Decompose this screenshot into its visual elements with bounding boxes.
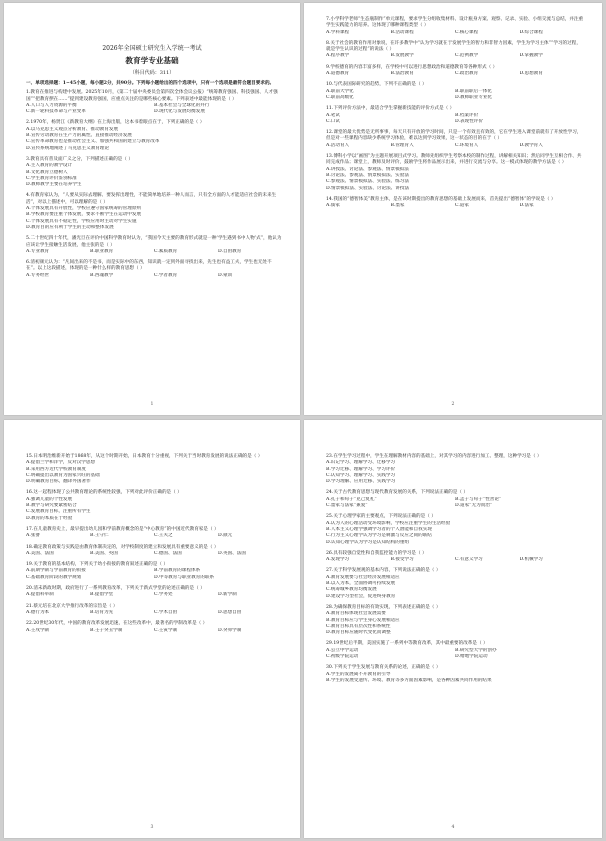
question-list <box>326 17 584 209</box>
answer-option: C.职前高级化 <box>326 94 354 100</box>
answer-option: C.统筹城乡教育均衡发展 <box>326 587 377 593</box>
question-text: 我国的“德智体美”教育主体，是在该时期提出的教育思想的基础上发展而来，首先提出“德智体”的学说是（ ） <box>333 196 556 202</box>
answer-option: D.教师教学主要在培养学生 <box>26 182 82 188</box>
question-item <box>26 562 282 581</box>
question-number: 27. <box>326 568 334 574</box>
answer-option: B.培育为先 <box>90 609 114 615</box>
question-text: 关于科学发展观的基本内容，下列说法正确的是（ ） <box>333 568 441 574</box>
answer-option: D.建设学习型社会，促进终身教育 <box>326 593 396 599</box>
question-number: 16. <box>26 490 34 496</box>
question-list <box>26 454 282 634</box>
question-item <box>326 641 584 660</box>
answer-option: A.提倡科举制 <box>26 592 54 598</box>
answer-option: A.人口与人力资源的平衡 <box>26 102 77 108</box>
question-text: 1970年，杨贤江《新教育大纲》在上海出版，这本书着眼点在于，下列正确的是（ ） <box>30 120 205 126</box>
question-number: 25. <box>326 514 334 520</box>
exam-page-1 <box>4 3 300 415</box>
answer-option: D.教学育人 <box>519 142 543 148</box>
question-number: 8. <box>326 40 331 46</box>
answer-option: C.环境育人 <box>455 142 479 148</box>
answer-option: B.文化教育立德树人 <box>26 169 68 175</box>
answer-option: C.教育目标具有层次性和系统性 <box>326 623 391 629</box>
question-number: 9. <box>326 64 331 70</box>
answer-option: A.发现学习 <box>326 557 350 563</box>
answer-options <box>326 672 584 685</box>
question-stem <box>26 90 282 103</box>
answer-options <box>326 648 584 661</box>
answer-option: D.癸卯学制 <box>218 627 242 633</box>
question-text: 确定教育政策与实践是由教育体制决定的，对学校制度的建立和发展具有重要意义的是（ ） <box>33 544 219 550</box>
answer-option: B.管理育人 <box>390 142 414 148</box>
answer-option: C.学术自由 <box>154 609 178 615</box>
answer-option: B.职业教育 <box>90 248 114 254</box>
question-number: 20. <box>26 586 34 592</box>
question-list <box>326 454 584 684</box>
answer-option: D.蒙训 <box>218 272 233 278</box>
question-text: 有教育家认为，“人要从实际去理解、要发挥出理性，不能简单地培养一种人而言，只有全方面的人才能适应社会的未来生活”，对以上描述中，可以理解的是（ ） <box>26 193 277 205</box>
answer-option: C.王夫之 <box>154 533 173 539</box>
answer-option: C.新一轮科技革命与产业变革 <box>26 109 86 115</box>
question-item <box>26 193 282 231</box>
question-item <box>26 490 282 521</box>
question-number: 3. <box>26 156 31 162</box>
question-number: 15. <box>26 454 34 459</box>
answer-options <box>326 611 584 636</box>
answer-option: C.参观法、情景模拟法、实验法、练习法 <box>326 179 409 185</box>
question-item <box>326 568 584 599</box>
answer-option: C.学者教育 <box>154 272 178 278</box>
question-item <box>326 154 584 192</box>
answer-option: A.教育目标体现社会发展需要 <box>326 611 386 617</box>
question-number: 4. <box>26 193 31 199</box>
question-item <box>26 454 282 485</box>
answer-option: C.学务处 <box>154 592 173 598</box>
answer-option: D.学习理解、应用迁移、实践学习 <box>326 479 396 485</box>
answer-option: A.学生的发展离不开教育的引导 <box>326 671 391 677</box>
answer-option: D.教育的本质在于经验 <box>26 515 73 521</box>
answer-option: D.现代化与发展均衡发展 <box>154 109 205 115</box>
answer-option: C.宣传革命教育也是推动社会主义、加强共和国的建立与教育改革 <box>26 139 160 145</box>
question-item <box>326 106 584 125</box>
question-stem <box>326 130 584 143</box>
question-number: 21. <box>26 603 34 609</box>
answer-option: A.讲授法、讨论法、参观法、情景模拟法 <box>326 166 409 172</box>
answer-options <box>326 167 584 192</box>
answer-option: B.西魂教学 <box>90 272 114 278</box>
question-text: 课堂的最大优势是无所事事，每天只有开放的学习时间，只是一个有效且有效的，它在学生进入课堂前就有了开放性学习，但是对一些课程内容缺少系统学习体验，难以达到学习效果，这一状态的目的在于（ ） <box>326 130 582 142</box>
question-item <box>26 157 282 188</box>
answer-option: D.中等教育与职业教育的联系 <box>154 574 215 580</box>
answer-options <box>26 568 282 581</box>
answer-options <box>26 628 282 634</box>
question-number: 30. <box>326 665 334 671</box>
answer-option: B.研究型大学的创办 <box>455 647 497 653</box>
answer-option: D.道家“无为而治” <box>455 503 493 509</box>
answer-options <box>326 71 584 77</box>
page-content <box>326 454 584 689</box>
question-stem <box>326 17 584 30</box>
answer-option: A.职前大学化 <box>326 88 354 94</box>
question-text: 20世纪30年代，中国的教育改革发展迅速，在这些改革中，最著名的学制改革是（ ） <box>33 621 208 627</box>
question-number: 22. <box>26 621 34 627</box>
answer-option: C.素质教育 <box>154 248 178 254</box>
question-stem <box>326 154 584 167</box>
question-number: 1. <box>26 90 31 96</box>
answer-option: A.识记学习、理解学习、迁移学习 <box>326 460 396 466</box>
page-number: 4 <box>451 825 455 830</box>
answer-options <box>326 53 584 59</box>
answer-option: A.以马克思主义观点分析教育、推动教育发展 <box>26 126 119 132</box>
question-stem <box>26 236 282 249</box>
exam-page-4 <box>304 420 602 838</box>
question-item <box>26 545 282 558</box>
question-item <box>326 197 584 210</box>
answer-option: B.美国、英国 <box>90 550 118 556</box>
question-item <box>26 527 282 540</box>
exam-title: 2026年全国硕士研究生入学统一考试 <box>102 45 202 52</box>
page-number: 3 <box>150 825 154 830</box>
answer-option: C.明确提出以教育为国家兴旺的基础 <box>26 472 100 478</box>
answer-option: C.基础教育阶段的教学规划 <box>26 574 82 580</box>
answer-option: A.儒家 <box>326 203 340 209</box>
answer-options <box>326 89 584 102</box>
answer-option: D.法家 <box>519 203 534 209</box>
question-text: 这一起程体现了公共教育理论的系统性较强，下列对此评价正确的是（ ） <box>33 490 182 496</box>
question-text: 在儿童教育史上，最早提出幼儿园和学前教育概念的是“中心教育”的中国近代教育家是（ ） <box>33 526 219 532</box>
answer-option: D.明确教育目标，翻译外国著作 <box>26 479 91 485</box>
answer-options <box>26 103 282 116</box>
answer-option: A.专业教育 <box>26 248 50 254</box>
question-number: 10. <box>326 82 334 88</box>
question-stem <box>26 260 282 273</box>
answer-option: D.综合课程 <box>519 29 543 35</box>
question-text: 清末新政时期，政府进行了一系列教育改革，下列关于新式学堂的论述正确的是（ ） <box>33 586 205 592</box>
answer-option: B.人本主义心理学强调学习者的个人潜能和自我实现 <box>326 526 432 532</box>
question-number: 11. <box>326 106 334 112</box>
answer-option: C.学生教育评价鉴别标准 <box>26 175 77 181</box>
answer-option: A.主人教育的教学设计 <box>26 163 73 169</box>
answer-option: D.自由教育 <box>218 248 242 254</box>
question-number: 5. <box>26 236 31 242</box>
question-text: 下列评价方法中，最适合学生掌握新技能的评价方式是（ ） <box>333 106 455 112</box>
question-item <box>26 586 282 599</box>
question-text: 清初颜元认为：“凡间出来的不是书，而是实际中的东西，知识就一定到外面寻找出来，先生也有益工夫，学生也无处不在”。以上这段描述，体现的是一种什么样的教育思想（ ） <box>26 260 272 272</box>
question-number: 12. <box>326 130 334 136</box>
exam-page-3 <box>4 420 300 838</box>
answer-options <box>326 497 584 510</box>
answer-options <box>26 273 282 279</box>
answer-option: C.初级学院运动 <box>326 654 359 660</box>
answer-option: A.提倡兰学和洋学，反对汉学思想 <box>26 460 96 466</box>
question-text: 教育在推进与构建中发展。2025年10月，《第二十届中央委员会第四次全体会议公报》“统筹教育强国、科技强国、人才强国”“把教育摆在……”提到建设教育强国，应重点关注的是哪些核心要素。下列表述中最能体现的是（ ） <box>26 90 278 102</box>
question-item <box>326 551 584 564</box>
answer-options <box>326 521 584 546</box>
page-content <box>26 454 282 639</box>
question-text: 关于教育的基本结构，下列关于幼小衔接的教育叙述正确的是（ ） <box>33 562 168 568</box>
question-stem <box>26 193 282 206</box>
answer-options <box>26 592 282 598</box>
question-list <box>26 90 282 279</box>
answer-options <box>26 163 282 188</box>
answer-option: A.道德教育 <box>326 71 350 77</box>
answer-options <box>26 497 282 522</box>
answer-options <box>326 30 584 36</box>
answer-options <box>326 203 584 209</box>
subject-title: 教育学专业基础 <box>125 56 179 65</box>
answer-options <box>26 551 282 557</box>
answer-option: C.墨家与法家“兼爱” <box>326 503 368 509</box>
question-number: 6. <box>26 260 31 266</box>
answer-option: A.前期学制与学前教育的衔接 <box>26 568 86 574</box>
answer-option: B.孟子与荀子“性善论” <box>455 496 502 502</box>
answer-option: A.强调儿童的个性发展 <box>26 496 73 502</box>
answer-options <box>326 557 584 563</box>
answer-option: A.学科课程 <box>326 29 350 35</box>
answer-option: B.学前教育的课程体系 <box>154 568 201 574</box>
answer-option: B.宣传劳动教育在生产力的属性、直接推动经济发展 <box>26 133 132 139</box>
question-text: 关于古代教育思想与现代教育发展的关系，下列说法正确的是（ ） <box>333 490 468 496</box>
answer-options <box>26 610 282 616</box>
question-text: 具有较强自觉性和自我监控能力的学习是（ ） <box>333 550 427 556</box>
answer-option: B.活动课程 <box>390 29 414 35</box>
answer-option: C.个体发展具有不稳定性，学校应用时主动对学生实施 <box>26 218 137 224</box>
answer-option: D.教育目的应有利于学生的主动和整体发展 <box>26 224 114 230</box>
page-number: 2 <box>451 402 455 407</box>
question-text: 学校德育的内容丰富多样，在学校中可以进行思想政治和道德教育等各种形式（ ） <box>330 64 498 70</box>
question-number: 13. <box>326 154 334 160</box>
question-number: 2. <box>26 120 31 126</box>
exam-page-2 <box>304 3 602 415</box>
answer-option: B.职前职后一体化 <box>455 88 492 94</box>
answer-option: D.机械学习 <box>519 557 543 563</box>
question-number: 14. <box>326 196 334 202</box>
answer-option: B.法治教育 <box>390 71 414 77</box>
question-item <box>326 454 584 485</box>
question-text: 为确保教育目标的有效实现，下列表述正确的是（ ） <box>333 604 441 610</box>
answer-option: A.德行为本 <box>26 609 50 615</box>
question-text: 下列关于学生发展与教育关系的论述，正确的是（ ） <box>333 665 441 671</box>
answer-option: A.公立中学运动 <box>326 647 359 653</box>
answer-option: D.掌握教学 <box>519 53 543 59</box>
answer-option: B.接受学习 <box>390 557 414 563</box>
answer-options <box>26 206 282 231</box>
answer-option: B.基本社会与全球化的并行 <box>154 102 210 108</box>
answer-option: B.壬子癸丑学制 <box>90 627 123 633</box>
answer-option: C.范例教学 <box>455 53 479 59</box>
answer-option: C.有意义学习 <box>455 557 483 563</box>
question-item <box>326 605 584 636</box>
answer-option: A.壬戌学制 <box>26 627 50 633</box>
question-text: 与代表国际研究的趋势，下列不正确的是（ ） <box>333 82 427 88</box>
question-stem <box>326 41 584 54</box>
answer-option: C.行为主义心理学认为学习是刺激与反应之间的联结 <box>326 533 432 539</box>
answer-options <box>26 460 282 485</box>
question-number: 23. <box>326 454 334 459</box>
answer-option: B.教学与研究要紧密结合 <box>26 503 77 509</box>
answer-option: C.德国、法国 <box>154 550 182 556</box>
question-item <box>326 65 584 78</box>
answer-option: B.提倡学堂 <box>90 592 114 598</box>
subject-code: （科目代码：311） <box>129 70 175 76</box>
answer-option: C.核心课程 <box>455 29 479 35</box>
question-number: 7. <box>326 17 331 22</box>
question-text: 二十世纪四十年代，潘光旦在评价中国科学教育时认为，“我国今天主要的教育形式就是一种‘学生遇到书中人物’式”，他认为应该让学生接触生活发展，他主张的是（ ） <box>26 236 282 248</box>
answer-option: D.新学制 <box>218 592 237 598</box>
answer-option: D.思想教育 <box>519 71 543 77</box>
question-item <box>326 82 584 101</box>
answer-options <box>26 127 282 152</box>
answer-option: C.口试 <box>326 118 340 124</box>
question-item <box>326 130 584 149</box>
answer-options <box>326 143 584 149</box>
answer-options <box>326 575 584 600</box>
question-item <box>326 490 584 509</box>
question-item <box>326 17 584 36</box>
answer-option: C.道家 <box>455 203 469 209</box>
answer-option: C.壬寅学制 <box>154 627 178 633</box>
answer-option: A.教育发展要与社会经济发展相适应 <box>326 574 400 580</box>
answer-option: C.认知学习、理解学习、实践学习 <box>326 472 396 478</box>
answer-option: D.思想自由 <box>218 609 242 615</box>
question-item <box>326 665 584 684</box>
question-item <box>26 604 282 617</box>
answer-option: B.墨家 <box>390 203 405 209</box>
answer-options <box>326 460 584 485</box>
answer-option: B.讨论法、参观法、情景模拟法、实验法 <box>326 172 409 178</box>
answer-option: D.颜元 <box>218 533 233 539</box>
question-number: 18. <box>26 544 34 550</box>
answer-option: B.王守仁 <box>90 533 109 539</box>
page-content <box>326 17 584 214</box>
question-item <box>326 514 584 545</box>
answer-option: A.孔子和荀子“克己复礼” <box>326 496 377 502</box>
answer-option: B.教育目标应与学生身心发展相适应 <box>326 617 400 623</box>
question-number: 17. <box>26 526 34 532</box>
answer-option: B.发展教学 <box>390 53 414 59</box>
question-item <box>326 41 584 60</box>
answer-option: A.程序教学 <box>326 53 350 59</box>
question-text: 蔡元培在北京大学推行改革的宗旨是（ ） <box>33 603 118 609</box>
question-item <box>26 120 282 151</box>
answer-option: C.政治教育 <box>455 71 479 77</box>
section-intro: 一、单项选择题：1~45小题，每小题2分，共90分。下列每小题给出的四个选项中，只有一个选项是最符合题目要求的。 <box>26 81 275 86</box>
question-text: 在学生学习过程中，学生在理解教材内容的基础上，对其学习的内容进行加工、整理，这种学习是（ ） <box>333 454 542 459</box>
answer-option: D.情景模拟法、实验法、讨论法、讲授法 <box>326 185 410 191</box>
answer-option: A.个体发展具有开放性，学校应遵守国家统筹的管理原则 <box>26 206 142 212</box>
answer-options <box>326 113 584 126</box>
answer-option: A.笔试 <box>326 112 340 118</box>
answer-option: A.专务经世 <box>26 272 50 278</box>
question-text: 小学科学老师“生态瓶制作”单元课程，要求学生分组收集材料、设计瓶身方案、观察、记录、实验、小组交流与总结，并注重学生实践能力的培养。这体现了哪种课程类型（ ） <box>326 17 584 29</box>
question-number: 26. <box>326 550 334 556</box>
answer-option: A.张謇 <box>26 533 40 539</box>
page-number: 1 <box>150 402 154 407</box>
question-number: 19. <box>26 562 34 568</box>
answer-options <box>26 533 282 539</box>
answer-option: B.采用西方近代学校教育制度 <box>26 466 86 472</box>
question-text: 傅科小学以“画图”为主题开展项目式学习。教师先组织学生考察本校的制作过程，讲解相关知识；然后同学生互相合作、共同完成作品；课堂上，教师及时评价，鼓励学生将作品展示出来，并进行交流与分享。这一模式体现的教学方法是（ ） <box>326 154 582 166</box>
question-number: 29. <box>326 641 334 647</box>
question-item <box>26 90 282 115</box>
answer-option: A.认为人的心理活动受环境影响，学校应注重学生的生活经验 <box>326 520 451 526</box>
answer-option: B.以人为本，全面协调可持续发展 <box>326 581 396 587</box>
question-number: 24. <box>326 490 334 496</box>
question-text: 19世纪后半期，美国实施了一系列中等教育改革，其中最重要的改革是（ ） <box>333 641 488 647</box>
question-item <box>26 621 282 634</box>
answer-option: D.赠地学院运动 <box>455 654 488 660</box>
answer-option: B.档案评价 <box>455 112 479 118</box>
answer-option: D.表现性评价 <box>455 118 483 124</box>
answer-options <box>26 249 282 255</box>
question-item <box>26 260 282 279</box>
answer-option: B.学生的发展受遗传、环境、教育等多方面因素影响，是各种因素共同作用的结果 <box>326 677 492 683</box>
question-text: 教育具有普及面广义之分，下列描述正确的是（ ） <box>30 156 133 162</box>
answer-option: B.学校教育要注重个体发展，要求不断学生在运动中发展 <box>26 212 142 218</box>
answer-option: A.活动育人 <box>326 142 350 148</box>
question-text: 关于心理学家的主要观点，下列说法正确的是（ ） <box>333 514 436 520</box>
question-number: 28. <box>326 604 334 610</box>
answer-option: D.教师职业专业化 <box>455 94 493 100</box>
question-text: 关于社会的教育作用对象说，在许多教学中“认为学习就在于发展学生的智力和非智力因素，学生为学习主体”“学习的过程，就是学生认识的过程”的说法（ ） <box>326 40 581 53</box>
answer-option: D.英国、法国 <box>218 550 246 556</box>
answer-option: D.教育目标应随时代变化而调整 <box>326 630 391 636</box>
answer-option: B.学习迁移、理解学习、学习评价 <box>326 466 396 472</box>
answer-option: D.认知心理学认为学习是认知结构的重组 <box>326 539 410 545</box>
page-content <box>26 81 282 284</box>
answer-option: C.发展教育目标，注重所有学生 <box>26 509 91 515</box>
answer-option: D.宣传系统地阐述了马克思主义教育理论 <box>26 145 110 151</box>
answer-option: A.美国、法国 <box>26 550 54 556</box>
question-text: 日本明治维新开始于1868年，从这个时期开始，日本教育十分重视，下列关于当时教育发展的说法正确的是（ ） <box>33 454 263 459</box>
question-item <box>26 236 282 255</box>
